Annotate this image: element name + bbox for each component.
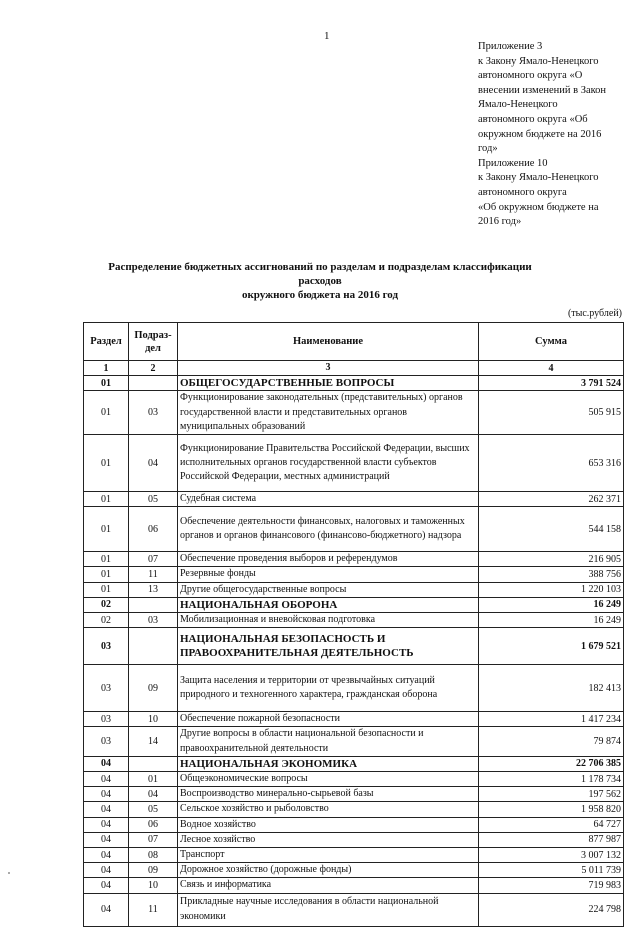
- name-cell: Транспорт: [178, 848, 479, 863]
- table-row: [84, 567, 624, 582]
- razdel-cell: 04: [84, 772, 129, 787]
- razdel-cell: 03: [84, 727, 129, 756]
- sum-cell: 1 220 103: [479, 582, 624, 597]
- appendix-line: «Об окружном бюджете на: [478, 201, 599, 213]
- header-sum: Сумма: [479, 323, 624, 361]
- column-number: 4: [479, 361, 624, 376]
- sum-cell: 653 316: [479, 435, 624, 492]
- appendix-line: автономного округа: [478, 186, 567, 198]
- name-cell: НАЦИОНАЛЬНАЯ БЕЗОПАСНОСТЬ И ПРАВООХРАНИТЕЛЬНАЯ ДЕЯТЕЛЬНОСТЬ: [178, 628, 479, 665]
- appendix-line: автономного округа «О: [478, 70, 583, 82]
- table-row: [84, 848, 624, 863]
- razdel-cell: 01: [84, 492, 129, 507]
- podrazdel-cell: [129, 597, 178, 612]
- sum-cell: 262 371: [479, 492, 624, 507]
- appendix-line: Приложение 10: [478, 157, 548, 169]
- razdel-cell: 04: [84, 863, 129, 878]
- sum-cell: 877 987: [479, 832, 624, 847]
- title-line-1: Распределение бюджетных ассигнований по разделам и подразделам классификации расходов: [108, 261, 532, 287]
- razdel-cell: 03: [84, 628, 129, 665]
- appendix-line: к Закону Ямало-Ненецкого: [478, 172, 599, 184]
- podrazdel-cell: [129, 628, 178, 665]
- razdel-cell: 01: [84, 435, 129, 492]
- units-label: (тыс.рублей): [567, 308, 622, 319]
- appendix-line: 2016 год»: [478, 216, 522, 228]
- name-cell: Мобилизационная и вневойсковая подготовка: [178, 613, 479, 628]
- sum-cell: 224 798: [479, 893, 624, 926]
- podrazdel-cell: 07: [129, 832, 178, 847]
- razdel-cell: 03: [84, 712, 129, 727]
- sum-cell: 64 727: [479, 817, 624, 832]
- razdel-cell: 04: [84, 787, 129, 802]
- name-cell: Водное хозяйство: [178, 817, 479, 832]
- document-title: [90, 260, 550, 302]
- name-cell: Резервные фонды: [178, 567, 479, 582]
- table-section-row: [84, 376, 624, 391]
- appendix-line: автономного округа «Об: [478, 113, 588, 125]
- razdel-cell: 01: [84, 507, 129, 552]
- sum-cell: 1 958 820: [479, 802, 624, 817]
- sum-cell: 197 562: [479, 787, 624, 802]
- scan-speck: [8, 872, 10, 874]
- name-cell: Сельское хозяйство и рыболовство: [178, 802, 479, 817]
- sum-cell: 16 249: [479, 613, 624, 628]
- header-name: Наименование: [178, 323, 479, 361]
- razdel-cell: 02: [84, 613, 129, 628]
- sum-cell: 544 158: [479, 507, 624, 552]
- podrazdel-cell: 05: [129, 492, 178, 507]
- name-cell: ОБЩЕГОСУДАРСТВЕННЫЕ ВОПРОСЫ: [178, 376, 479, 391]
- razdel-cell: 04: [84, 817, 129, 832]
- sum-cell: 388 756: [479, 567, 624, 582]
- name-cell: Прикладные научные исследования в области национальной экономики: [178, 893, 479, 926]
- podrazdel-cell: 13: [129, 582, 178, 597]
- table-row: [84, 727, 624, 756]
- header-podrazdel: Подраз-дел: [129, 323, 178, 361]
- sum-cell: 1 417 234: [479, 712, 624, 727]
- table-section-row: [84, 597, 624, 612]
- name-cell: Функционирование Правительства Российской Федерации, высших исполнительных органов государственной власти субъектов Российской Федерации, местных администраций: [178, 435, 479, 492]
- appendix-note: [478, 40, 638, 230]
- table-row: [84, 878, 624, 893]
- name-cell: Связь и информатика: [178, 878, 479, 893]
- podrazdel-cell: 09: [129, 665, 178, 712]
- budget-table: [83, 322, 624, 927]
- appendix-line: Ямало-Ненецкого: [478, 99, 558, 111]
- name-cell: Дорожное хозяйство (дорожные фонды): [178, 863, 479, 878]
- podrazdel-cell: 04: [129, 787, 178, 802]
- sum-cell: 16 249: [479, 597, 624, 612]
- table-row: [84, 832, 624, 847]
- column-number: 3: [178, 361, 479, 376]
- table-row: [84, 613, 624, 628]
- column-number: 1: [84, 361, 129, 376]
- table-section-row: [84, 628, 624, 665]
- name-cell: Обеспечение деятельности финансовых, налоговых и таможенных органов и органов финансового (финансово-бюджетного) надзора: [178, 507, 479, 552]
- table-row: [84, 893, 624, 926]
- name-cell: Обеспечение проведения выборов и референдумов: [178, 552, 479, 567]
- table-row: [84, 665, 624, 712]
- podrazdel-cell: 05: [129, 802, 178, 817]
- sum-cell: 505 915: [479, 391, 624, 435]
- podrazdel-cell: 11: [129, 893, 178, 926]
- name-cell: Общеэкономические вопросы: [178, 772, 479, 787]
- razdel-cell: 01: [84, 582, 129, 597]
- podrazdel-cell: [129, 756, 178, 771]
- name-cell: Судебная система: [178, 492, 479, 507]
- name-cell: Другие общегосударственные вопросы: [178, 582, 479, 597]
- table-row: [84, 772, 624, 787]
- table-row: [84, 435, 624, 492]
- podrazdel-cell: 08: [129, 848, 178, 863]
- razdel-cell: 01: [84, 391, 129, 435]
- razdel-cell: 04: [84, 832, 129, 847]
- table-row: [84, 817, 624, 832]
- appendix-line: год»: [478, 143, 498, 155]
- podrazdel-cell: 07: [129, 552, 178, 567]
- name-cell: Обеспечение пожарной безопасности: [178, 712, 479, 727]
- podrazdel-cell: 03: [129, 613, 178, 628]
- appendix-line: окружном бюджете на 2016: [478, 128, 602, 140]
- table-row: [84, 391, 624, 435]
- name-cell: Лесное хозяйство: [178, 832, 479, 847]
- table-row: [84, 712, 624, 727]
- razdel-cell: 04: [84, 756, 129, 771]
- name-cell: НАЦИОНАЛЬНАЯ ОБОРОНА: [178, 597, 479, 612]
- sum-cell: 3 791 524: [479, 376, 624, 391]
- sum-cell: 3 007 132: [479, 848, 624, 863]
- sum-cell: 719 983: [479, 878, 624, 893]
- sum-cell: 216 905: [479, 552, 624, 567]
- podrazdel-cell: 14: [129, 727, 178, 756]
- table-row: [84, 582, 624, 597]
- razdel-cell: 02: [84, 597, 129, 612]
- column-numbers-row: [84, 361, 624, 376]
- podrazdel-cell: 04: [129, 435, 178, 492]
- podrazdel-cell: 03: [129, 391, 178, 435]
- razdel-cell: 01: [84, 567, 129, 582]
- razdel-cell: 04: [84, 893, 129, 926]
- sum-cell: 22 706 385: [479, 756, 624, 771]
- table-section-row: [84, 756, 624, 771]
- appendix-line: к Закону Ямало-Ненецкого: [478, 55, 599, 67]
- sum-cell: 1 178 734: [479, 772, 624, 787]
- podrazdel-cell: 11: [129, 567, 178, 582]
- sum-cell: 1 679 521: [479, 628, 624, 665]
- name-cell: НАЦИОНАЛЬНАЯ ЭКОНОМИКА: [178, 756, 479, 771]
- table-row: [84, 507, 624, 552]
- appendix-line: внесении изменений в Закон: [478, 84, 607, 96]
- podrazdel-cell: 06: [129, 507, 178, 552]
- razdel-cell: 03: [84, 665, 129, 712]
- title-line-2: окружного бюджета на 2016 год: [241, 289, 399, 301]
- sum-cell: 5 011 739: [479, 863, 624, 878]
- podrazdel-cell: [129, 376, 178, 391]
- page-number: 1: [324, 30, 330, 42]
- podrazdel-cell: 10: [129, 878, 178, 893]
- sum-cell: 182 413: [479, 665, 624, 712]
- name-cell: Другие вопросы в области национальной безопасности и правоохранительной деятельности: [178, 727, 479, 756]
- razdel-cell: 04: [84, 802, 129, 817]
- razdel-cell: 01: [84, 376, 129, 391]
- podrazdel-cell: 09: [129, 863, 178, 878]
- name-cell: Функционирование законодательных (представительных) органов государственной власти и представительных органов муниципальных образований: [178, 391, 479, 435]
- podrazdel-cell: 06: [129, 817, 178, 832]
- podrazdel-cell: 10: [129, 712, 178, 727]
- table-row: [84, 552, 624, 567]
- razdel-cell: 04: [84, 848, 129, 863]
- name-cell: Защита населения и территории от чрезвычайных ситуаций природного и техногенного характера, гражданская оборона: [178, 665, 479, 712]
- table-row: [84, 787, 624, 802]
- table-header-row: [84, 323, 624, 361]
- sum-cell: 79 874: [479, 727, 624, 756]
- razdel-cell: 04: [84, 878, 129, 893]
- table-row: [84, 492, 624, 507]
- name-cell: Воспроизводство минерально-сырьевой базы: [178, 787, 479, 802]
- header-razdel: Раздел: [84, 323, 129, 361]
- razdel-cell: 01: [84, 552, 129, 567]
- table-row: [84, 863, 624, 878]
- column-number: 2: [129, 361, 178, 376]
- appendix-line: Приложение 3: [478, 41, 543, 52]
- table-row: [84, 802, 624, 817]
- podrazdel-cell: 01: [129, 772, 178, 787]
